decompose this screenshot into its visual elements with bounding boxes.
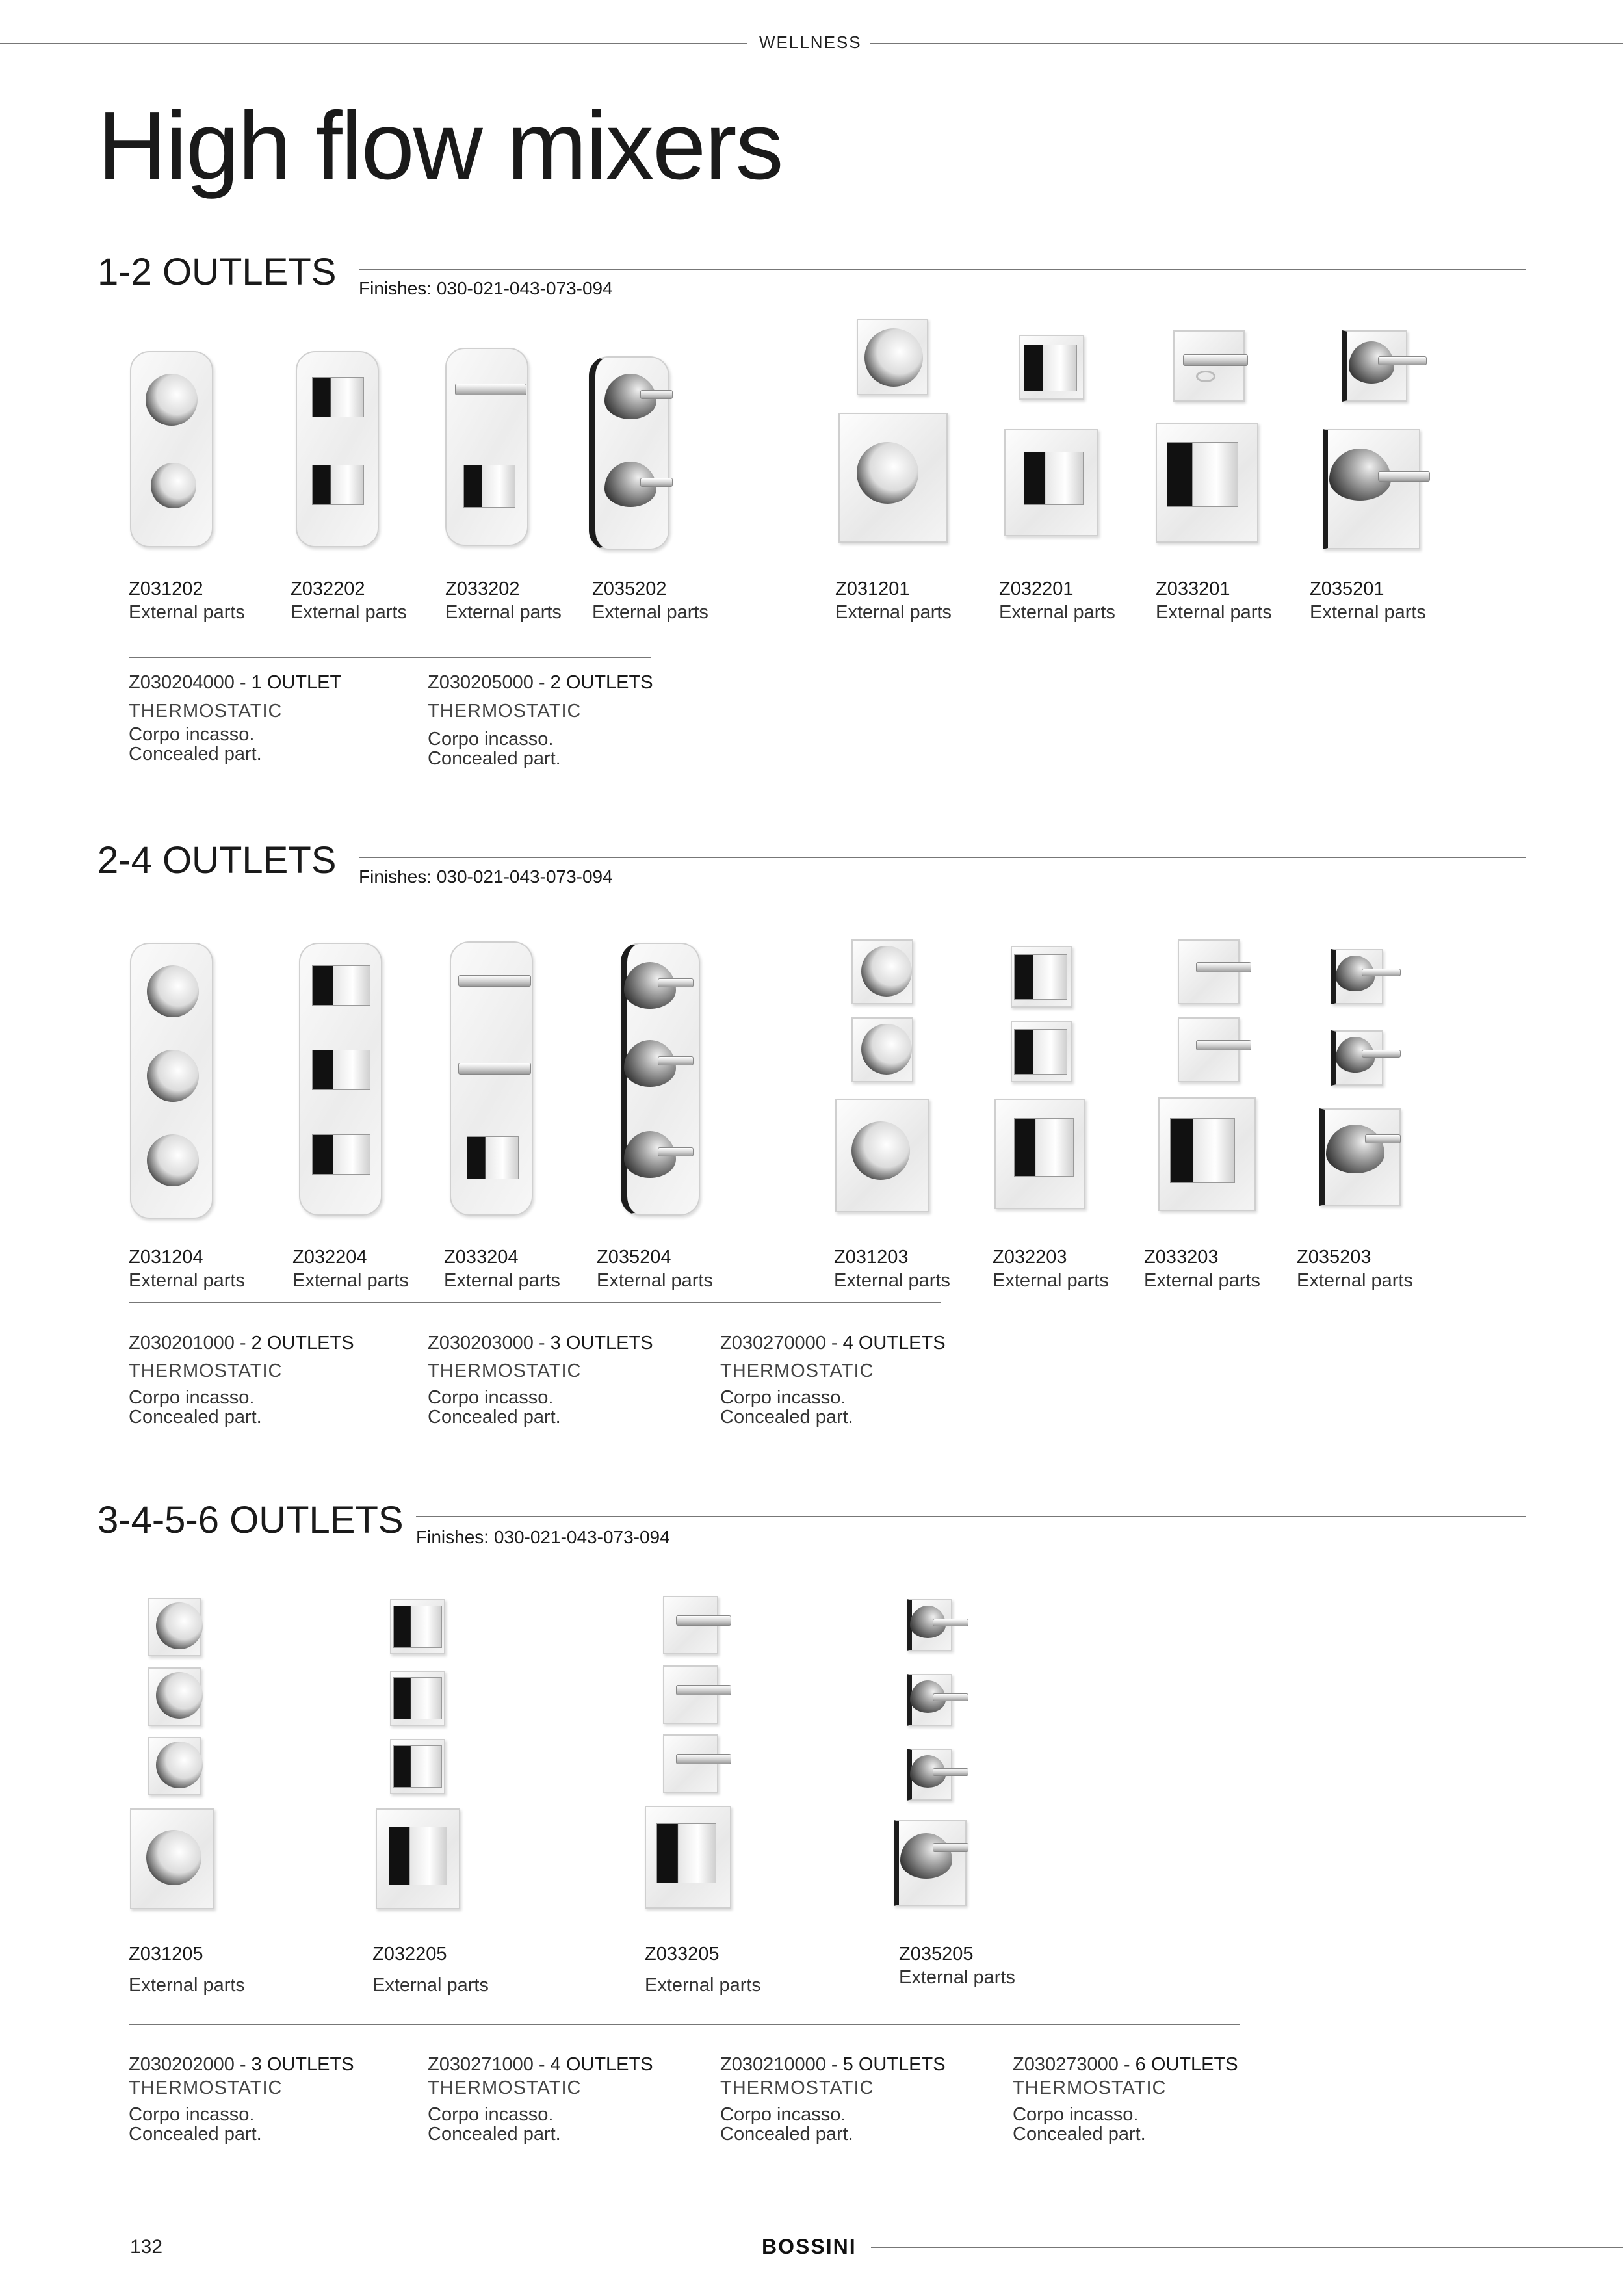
product-code: Z032202 — [291, 579, 365, 599]
section-rule — [359, 857, 1526, 858]
product-code: Z033201 — [1156, 579, 1230, 599]
thermostatic-label: THERMOSTATIC — [428, 701, 582, 722]
thermostatic-label: THERMOSTATIC — [428, 2078, 582, 2098]
page-number: 132 — [130, 2236, 163, 2258]
brand-logo: BOSSINI — [762, 2235, 857, 2258]
header-rule-right — [870, 43, 1623, 44]
thermostatic-code: Z030205000 - 2 OUTLETS — [428, 672, 653, 693]
product-label: External parts — [999, 602, 1115, 623]
product-label: External parts — [597, 1270, 713, 1291]
concealed-desc-it: Corpo incasso. — [428, 2104, 554, 2125]
section-tag: WELLNESS — [759, 33, 862, 52]
product-label: External parts — [592, 602, 708, 623]
product-code: Z032201 — [999, 579, 1074, 599]
concealed-desc-en: Concealed part. — [720, 2124, 853, 2145]
product-code: Z035201 — [1310, 579, 1384, 599]
thermostatic-label: THERMOSTATIC — [720, 1361, 874, 1381]
product-code: Z035203 — [1297, 1247, 1371, 1268]
product-code: Z031205 — [129, 1944, 203, 1964]
section-title: 2-4 OUTLETS — [97, 839, 337, 881]
concealed-desc-en: Concealed part. — [129, 2124, 262, 2145]
product-label: External parts — [993, 1270, 1109, 1291]
product-label: External parts — [1310, 602, 1426, 623]
product-code: Z032204 — [292, 1247, 367, 1268]
section-title: 3-4-5-6 OUTLETS — [97, 1499, 404, 1541]
finishes-label: Finishes: 030-021-043-073-094 — [359, 867, 613, 887]
product-label: External parts — [445, 602, 562, 623]
divider — [129, 1302, 941, 1303]
product-code: Z035205 — [899, 1944, 974, 1964]
thermostatic-code: Z030203000 - 3 OUTLETS — [428, 1333, 653, 1353]
divider — [129, 657, 651, 658]
concealed-desc-en: Concealed part. — [1013, 2124, 1146, 2145]
header-rule-left — [0, 43, 747, 44]
concealed-desc-it: Corpo incasso. — [129, 1387, 255, 1408]
page-title: High flow mixers — [97, 92, 783, 200]
concealed-desc-it: Corpo incasso. — [129, 724, 255, 745]
product-code: Z031204 — [129, 1247, 203, 1268]
product-code: Z033204 — [444, 1247, 519, 1268]
thermostatic-label: THERMOSTATIC — [1013, 2078, 1167, 2098]
product-label: External parts — [899, 1967, 1015, 1988]
product-label: External parts — [834, 1270, 950, 1291]
thermostatic-code: Z030210000 - 5 OUTLETS — [720, 2054, 946, 2075]
thermostatic-label: THERMOSTATIC — [428, 1361, 582, 1381]
product-label: External parts — [645, 1975, 761, 1996]
thermostatic-code: Z030201000 - 2 OUTLETS — [129, 1333, 354, 1353]
thermostatic-code: Z030273000 - 6 OUTLETS — [1013, 2054, 1238, 2075]
concealed-desc-en: Concealed part. — [428, 2124, 561, 2145]
product-label: External parts — [1156, 602, 1272, 623]
thermostatic-label: THERMOSTATIC — [720, 2078, 874, 2098]
product-label: External parts — [129, 1975, 245, 1996]
product-label: External parts — [129, 602, 245, 623]
concealed-desc-it: Corpo incasso. — [428, 1387, 554, 1408]
product-code: Z031202 — [129, 579, 203, 599]
product-code: Z033202 — [445, 579, 520, 599]
product-code: Z031201 — [835, 579, 910, 599]
thermostatic-code: Z030202000 - 3 OUTLETS — [129, 2054, 354, 2075]
section-rule — [416, 1516, 1526, 1517]
product-label: External parts — [372, 1975, 489, 1996]
concealed-desc-it: Corpo incasso. — [428, 729, 554, 750]
thermostatic-code: Z030204000 - 1 OUTLET — [129, 672, 342, 693]
concealed-desc-it: Corpo incasso. — [720, 2104, 846, 2125]
concealed-desc-it: Corpo incasso. — [129, 2104, 255, 2125]
concealed-desc-en: Concealed part. — [428, 748, 561, 769]
product-code: Z033203 — [1144, 1247, 1219, 1268]
product-label: External parts — [1144, 1270, 1260, 1291]
concealed-desc-it: Corpo incasso. — [720, 1387, 846, 1408]
finishes-label: Finishes: 030-021-043-073-094 — [359, 278, 613, 298]
product-code: Z035202 — [592, 579, 667, 599]
thermostatic-code: Z030271000 - 4 OUTLETS — [428, 2054, 653, 2075]
section-rule — [359, 269, 1526, 270]
thermostatic-label: THERMOSTATIC — [129, 701, 283, 722]
product-code: Z032205 — [372, 1944, 447, 1964]
thermostatic-label: THERMOSTATIC — [129, 1361, 283, 1381]
concealed-desc-en: Concealed part. — [129, 1407, 262, 1428]
concealed-desc-en: Concealed part. — [720, 1407, 853, 1428]
finishes-label: Finishes: 030-021-043-073-094 — [416, 1527, 670, 1547]
product-label: External parts — [444, 1270, 560, 1291]
product-label: External parts — [1297, 1270, 1413, 1291]
concealed-desc-en: Concealed part. — [129, 744, 262, 764]
product-label: External parts — [129, 1270, 245, 1291]
product-code: Z032203 — [993, 1247, 1067, 1268]
product-code: Z031203 — [834, 1247, 909, 1268]
product-label: External parts — [291, 602, 407, 623]
section-title: 1-2 OUTLETS — [97, 251, 337, 293]
footer-rule — [871, 2247, 1623, 2248]
product-label: External parts — [835, 602, 952, 623]
divider — [129, 2024, 1240, 2025]
product-code: Z033205 — [645, 1944, 720, 1964]
concealed-desc-en: Concealed part. — [428, 1407, 561, 1428]
thermostatic-code: Z030270000 - 4 OUTLETS — [720, 1333, 946, 1353]
product-label: External parts — [292, 1270, 409, 1291]
thermostatic-label: THERMOSTATIC — [129, 2078, 283, 2098]
concealed-desc-it: Corpo incasso. — [1013, 2104, 1139, 2125]
product-code: Z035204 — [597, 1247, 671, 1268]
